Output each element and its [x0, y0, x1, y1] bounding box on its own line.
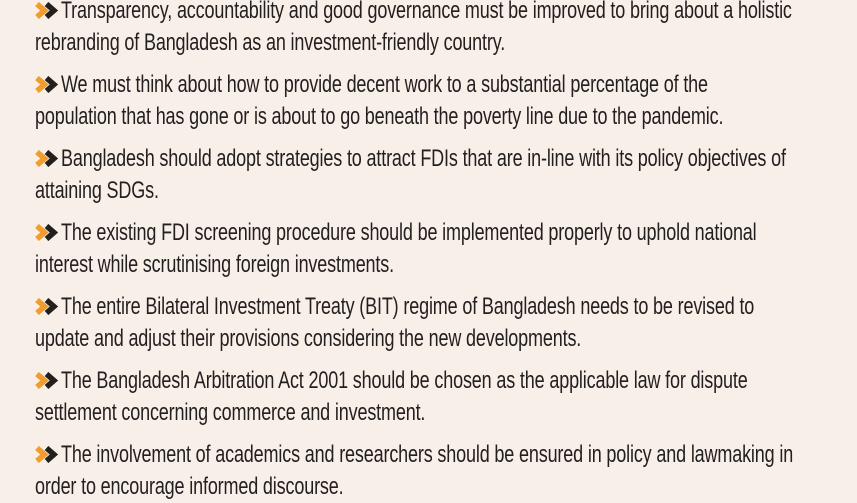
list-item-text-line: population that has gone or is about to go beneath the poverty line due to the pandemic.	[35, 103, 724, 130]
double-chevron-right-icon	[35, 440, 58, 457]
list-item-text-line: Transparency, accountability and good governance must be improved to bring about a holistic	[61, 0, 792, 24]
list-item-text-line: order to encourage informed discourse.	[35, 473, 344, 500]
list-item	[35, 365, 857, 429]
double-chevron-right-icon	[35, 218, 58, 235]
list-item-text-line: attaining SDGs.	[35, 177, 159, 204]
list-item-text-line: The existing FDI screening procedure should be implemented properly to uphold national	[61, 219, 757, 246]
list-item-text-line: Bangladesh should adopt strategies to attract FDIs that are in-line with its policy objectives of	[61, 145, 786, 172]
list-item-text-line: settlement concerning commerce and investment.	[35, 399, 426, 426]
double-chevron-right-icon	[35, 366, 58, 383]
list-item-text-line: We must think about how to provide decent work to a substantial percentage of the	[61, 71, 708, 98]
list-item-text-line: The Bangladesh Arbitration Act 2001 should be chosen as the applicable law for dispute	[61, 367, 748, 394]
list-item	[35, 69, 857, 133]
list-item-text-line: rebranding of Bangladesh as an investment-friendly country.	[35, 29, 506, 56]
double-chevron-right-icon	[35, 144, 58, 161]
double-chevron-right-icon	[35, 292, 58, 309]
list-item-text-line: interest while scrutinising foreign investments.	[35, 251, 394, 278]
double-chevron-right-icon	[35, 0, 58, 13]
double-chevron-right-icon	[35, 70, 58, 87]
list-item-text-line: The entire Bilateral Investment Treaty (BIT) regime of Bangladesh needs to be revised to	[61, 293, 755, 320]
list-item	[35, 217, 857, 281]
list-item	[35, 291, 857, 355]
list-item	[35, 439, 857, 503]
list-item-text-line: update and adjust their provisions considering the new developments.	[35, 325, 582, 352]
list-item	[35, 0, 857, 59]
list-item	[35, 143, 857, 207]
list-item-text-line: The involvement of academics and researchers should be ensured in policy and lawmaking in	[61, 441, 794, 468]
